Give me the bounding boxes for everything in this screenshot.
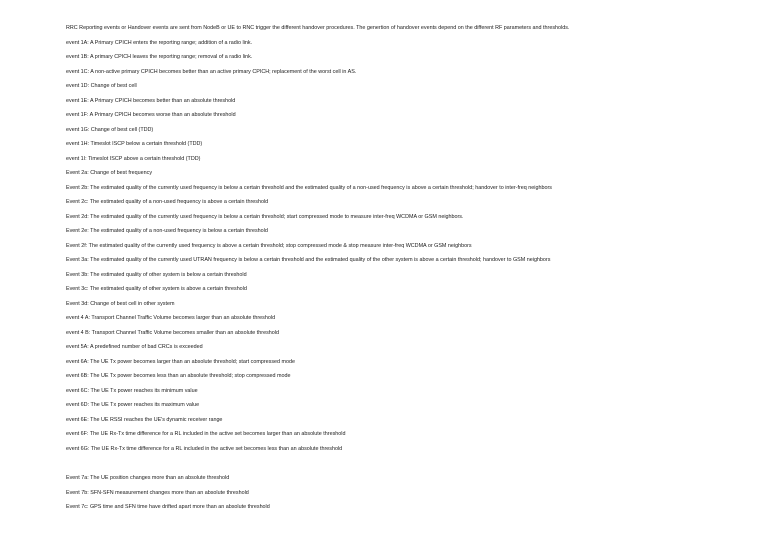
event-line: event 6F: The UE Rx-Tx time difference for a RL included in the active set becomes larger than an absolute threshold — [66, 431, 346, 437]
event-line: event 1B: A primary CPICH leaves the reporting range; removal of a radio link. — [66, 54, 253, 60]
event-line: Event 3c: The estimated quality of other system is above a certain threshold — [66, 286, 247, 292]
event-list-secondary — [66, 475, 760, 510]
event-line: event 1I: Timeslot ISCP above a certain threshold (TDD) — [66, 155, 201, 162]
event-line: event 1A: A Primary CPICH enters the reporting range; addition of a radio link. — [66, 39, 253, 46]
event-line: event 1E: A Primary CPICH becomes better than an absolute threshold — [66, 97, 236, 104]
event-line: event 6A: The UE Tx power becomes larger than an absolute threshold; start compressed mode — [66, 358, 296, 365]
event-line: Event 3d: Change of best cell in other system — [66, 300, 175, 307]
event-line: event 4 A: Transport Channel Traffic Volume becomes larger than an absolute threshold — [66, 315, 276, 321]
event-line: Event 3a: The estimated quality of the currently used UTRAN frequency is below a certain threshold and the estimated quality of the other system is above a certain threshold; handover to GSM neighbors — [66, 257, 551, 263]
event-line: event 1G: Change of best cell (TDD) — [66, 126, 154, 133]
section-gap — [66, 460, 760, 475]
document-body — [66, 25, 760, 519]
event-line: event 1F: A Primary CPICH becomes worse than an absolute threshold — [66, 112, 236, 118]
event-line: Event 2e: The estimated quality of a non-used frequency is below a certain threshold — [66, 228, 268, 234]
event-line: event 6G: The UE Rx-Tx time difference for a RL included in the active set becomes less than an absolute threshold — [66, 445, 343, 452]
event-line: event 6B: The UE Tx power becomes less than an absolute threshold; stop compressed mode — [66, 373, 291, 379]
event-line: Event 2b: The estimated quality of the currently used frequency is below a certain threshold and the estimated quality of a non-used frequency is above a certain threshold; handover to inter-freq neighbors — [66, 184, 552, 191]
event-line: Event 7c: GPS time and SFN time have drifted apart more than an absolute threshold — [66, 504, 270, 510]
event-line: event 6D: The UE Tx power reaches its maximum value — [66, 402, 200, 408]
event-list — [66, 40, 760, 452]
event-line: Event 7a: The UE position changes more than an absolute threshold — [66, 475, 230, 481]
event-line: event 1C: A non-active primary CPICH becomes better than an active primary CPICH; replacement of the worst cell in AS. — [66, 68, 357, 75]
event-line: Event 3b: The estimated quality of other system is below a certain threshold — [66, 271, 247, 278]
event-line: event 6C: The UE Tx power reaches its minimum value — [66, 387, 198, 394]
event-line: Event 2f: The estimated quality of the currently used frequency is above a certain threshold; stop compressed mode & stop measure inter-freq WCDMA or GSM neighbors — [66, 242, 472, 249]
event-line: Event 2a: Change of best frequency — [66, 170, 153, 176]
event-line: Event 7b: SFN-SFN measurement changes more than an absolute threshold — [66, 489, 249, 496]
event-line: event 1H: Timeslot ISCP below a certain threshold (TDD) — [66, 141, 203, 147]
event-line: event 5A: A predefined number of bad CRCs is exceeded — [66, 344, 203, 350]
event-line: event 6E: The UE RSSI reaches the UE's dynamic receiver range — [66, 416, 223, 423]
intro-paragraph: RRC Reporting events or Handover events are sent from NodeB or UE to RNC trigger the different handover procedures. The genertion of handover events depend on the different RF parameters and thresholds. — [66, 25, 570, 31]
event-line: Event 2c: The estimated quality of a non-used frequency is above a certain threshold — [66, 199, 269, 205]
event-line: event 1D: Change of best cell — [66, 83, 137, 89]
event-line: Event 2d: The estimated quality of the currently used frequency is below a certain threshold; start compressed mode to measure inter-freq WCDMA or GSM neighbors. — [66, 213, 464, 220]
event-line: event 4 B: Transport Channel Traffic Volume becomes smaller than an absolute threshold — [66, 329, 279, 336]
